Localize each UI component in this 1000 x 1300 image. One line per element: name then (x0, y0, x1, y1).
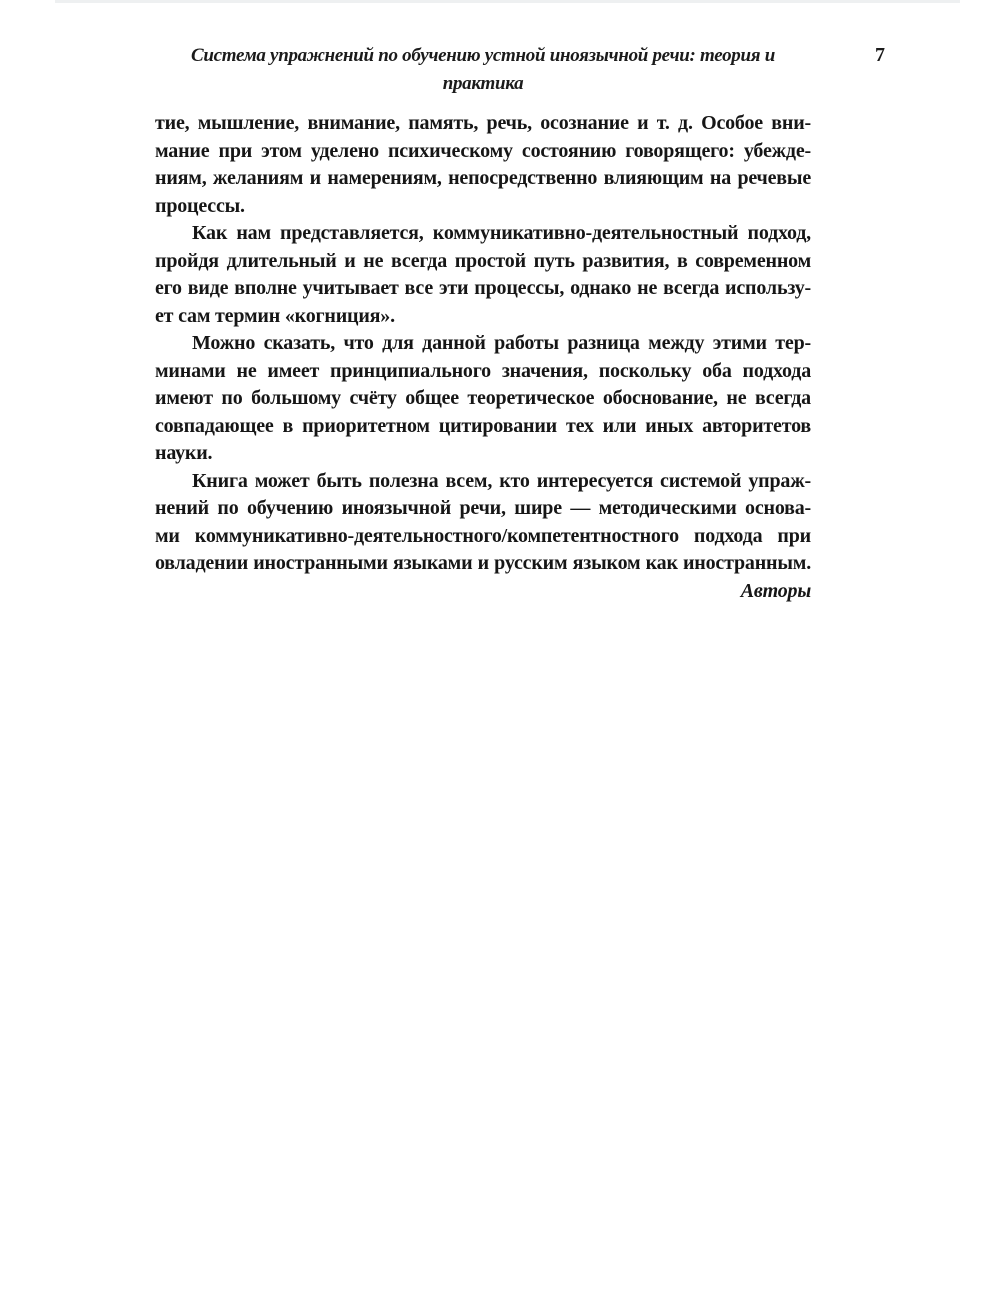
text-line: науки. (155, 442, 213, 464)
text-line: минами не имеет принципиального значения, поскольку оба подхода (155, 359, 811, 382)
scan-edge-artifact (55, 0, 960, 3)
running-title: Система упражнений по обучению устной иноязычной речи: теория и практика (191, 45, 775, 94)
text-line: его виде вполне учитывает все эти процессы, однако не всегда использу- (155, 277, 811, 299)
text-line: Как нам представляется, коммуникативно-деятельностный подход, (192, 222, 811, 244)
text-line: овладении иностранными языками и русским языком как иностранным. (155, 552, 811, 574)
authors-signature: Авторы (740, 579, 811, 602)
text-line: ет сам термин «когниция». (155, 304, 395, 327)
page-header (155, 42, 811, 98)
text-line: совпадающее в приоритетном цитировании тех или иных авторитетов (155, 414, 811, 437)
text-line: нений по обучению иноязычной речи, шире — методическими основа- (155, 497, 811, 519)
text-line: ниям, желаниям и намерениям, непосредственно влияющим на речевые (155, 167, 811, 189)
text-line: ми коммуникативно-деятельностного/компетентностного подхода при (155, 524, 811, 547)
page-number: 7 (875, 44, 885, 66)
text-line: мание при этом уделено психическому состоянию говорящего: убежде- (155, 139, 811, 162)
text-line: Можно сказать, что для данной работы разница между этими тер- (192, 332, 811, 354)
text-block (155, 110, 811, 605)
text-line: тие, мышление, внимание, память, речь, осознание и т. д. Особое вни- (155, 112, 811, 134)
text-line: процессы. (155, 194, 245, 217)
text-line: Книга может быть полезна всем, кто интересуется системой упраж- (192, 469, 811, 492)
text-line: имеют по большому счёту общее теоретическое обоснование, не всегда (155, 387, 811, 409)
text-line: пройдя длительный и не всегда простой путь развития, в современном (155, 249, 811, 272)
